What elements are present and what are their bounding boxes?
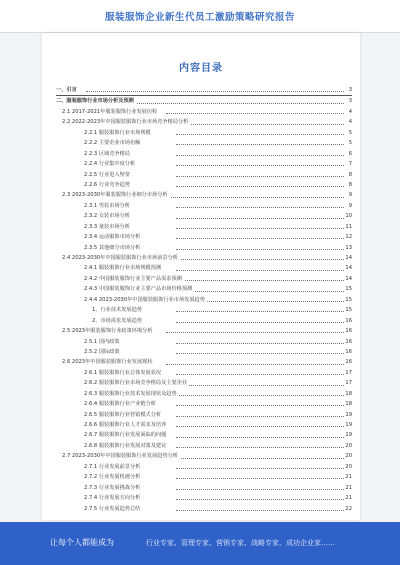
toc-leader-dots: [176, 207, 344, 208]
toc-entry[interactable]: [56, 149, 352, 159]
toc-leader-dots: [166, 458, 344, 459]
toc-entry-label: 2.6.1 服装服饰行业总体发展状况: [84, 368, 163, 378]
toc-leader-dots: [176, 270, 344, 271]
toc-entry-label: 2.6.6 服装服饰行业人才需求及培养: [84, 420, 168, 430]
toc-entry[interactable]: [56, 274, 352, 284]
toc-leader-dots: [86, 91, 344, 92]
toc-entry[interactable]: [56, 347, 352, 357]
toc-entry-label: 2.4.1 服装服饰行业市场规模预测: [84, 263, 163, 273]
toc-entry-page: 14: [344, 274, 352, 284]
toc-entry-page: 6: [344, 149, 352, 159]
toc-entry-page: 3: [344, 85, 352, 95]
toc-list: [56, 85, 352, 514]
toc-entry-label: 2.4 2023-2030年中国服装服饰行业市场前景分析: [62, 253, 180, 263]
toc-entry-page: 16: [344, 337, 352, 347]
toc-leader-dots: [176, 385, 344, 386]
toc-entry[interactable]: [56, 128, 352, 138]
toc-entry[interactable]: [56, 441, 352, 451]
toc-entry-page: 21: [344, 493, 352, 503]
toc-entry-label: 2.4.4 2023-2030年中国服装服饰行业市场发展趋势: [84, 295, 207, 305]
toc-entry[interactable]: [56, 190, 352, 200]
toc-entry[interactable]: [56, 263, 352, 273]
toc-entry-page: 20: [344, 462, 352, 472]
toc-entry-label: 2.3.3 童装市场分析: [84, 222, 132, 232]
toc-entry-label: 2.5 2023年服装服饰行业政策环境分析: [62, 326, 155, 336]
toc-leader-dots: [176, 343, 344, 344]
toc-entry[interactable]: [56, 211, 352, 221]
toc-entry-label: 2.5.2 国际政策: [84, 347, 122, 357]
toc-entry-label: 一、引言: [56, 85, 79, 95]
toc-entry-page: 16: [344, 347, 352, 357]
toc-entry-page: 3: [344, 96, 352, 106]
toc-leader-dots: [176, 405, 344, 406]
toc-entry[interactable]: [56, 451, 352, 461]
toc-leader-dots: [166, 113, 344, 114]
toc-entry-label: 2.2.5 行业进入壁垒: [84, 170, 132, 180]
toc-entry-page: 19: [344, 420, 352, 430]
footer-banner: [0, 522, 400, 565]
toc-leader-dots: [176, 395, 344, 396]
toc-entry-page: 8: [344, 180, 352, 190]
toc-leader-dots: [176, 144, 344, 145]
toc-entry-label: 2.6.8 服装服饰行业发展对策及建议: [84, 441, 168, 451]
toc-leader-dots: [166, 259, 344, 260]
toc-entry-page: 20: [344, 451, 352, 461]
toc-entry-page: 22: [344, 504, 352, 514]
toc-entry[interactable]: [56, 483, 352, 493]
toc-entry-page: 15: [344, 284, 352, 294]
toc-entry-page: 16: [344, 316, 352, 326]
toc-entry[interactable]: [56, 232, 352, 242]
toc-entry-label: 2.2 2022-2023年中国服装服饰行业市场竞争格局分析: [62, 117, 190, 127]
toc-entry-page: 19: [344, 410, 352, 420]
toc-leader-dots: [176, 499, 344, 500]
toc-entry[interactable]: [56, 399, 352, 409]
toc-entry-label: 2.6.7 服装服饰行业发展面临的问题: [84, 430, 168, 440]
toc-leader-dots: [166, 197, 344, 198]
toc-entry-page: 18: [344, 399, 352, 409]
toc-leader-dots: [176, 249, 344, 250]
toc-entry[interactable]: [56, 243, 352, 253]
toc-leader-dots: [176, 510, 344, 511]
toc-entry-page: 14: [344, 253, 352, 263]
toc-entry[interactable]: [56, 389, 352, 399]
toc-entry-page: 4: [344, 117, 352, 127]
toc-entry[interactable]: [56, 222, 352, 232]
toc-entry[interactable]: [56, 368, 352, 378]
toc-entry-page: 21: [344, 483, 352, 493]
toc-entry-label: 1、行业技术发展趋势: [92, 305, 144, 315]
toc-leader-dots: [176, 468, 344, 469]
toc-entry-label: 2.6.4 服装服饰行业产业链分析: [84, 399, 158, 409]
toc-entry-page: 19: [344, 430, 352, 440]
toc-entry-page: 21: [344, 472, 352, 482]
toc-entry-label: 2.7 2023-2030年中国服装服饰行业发展趋势分析: [62, 451, 180, 461]
toc-entry[interactable]: [56, 170, 352, 180]
toc-leader-dots: [176, 374, 344, 375]
toc-entry-label: 2.7.4 行业发展方向分析: [84, 493, 142, 503]
toc-entry-label: 2.7.1 行业发展前景分析: [84, 462, 142, 472]
toc-leader-dots: [176, 228, 344, 229]
toc-entry-label: 2.3.2 女装市场分析: [84, 211, 132, 221]
toc-entry-page: 15: [344, 305, 352, 315]
toc-entry[interactable]: [56, 462, 352, 472]
toc-leader-dots: [176, 218, 344, 219]
toc-title: 内容目录: [179, 63, 223, 74]
toc-leader-dots: [176, 478, 344, 479]
toc-leader-dots: [176, 426, 344, 427]
toc-entry-page: 12: [344, 232, 352, 242]
toc-entry-page: 17: [344, 368, 352, 378]
toc-entry-page: 20: [344, 441, 352, 451]
toc-leader-dots: [176, 489, 344, 490]
toc-leader-dots: [176, 447, 344, 448]
toc-leader-dots: [176, 437, 344, 438]
toc-entry-page: 18: [344, 389, 352, 399]
toc-leader-dots: [176, 165, 344, 166]
toc-entry[interactable]: [56, 410, 352, 420]
toc-entry-page: 14: [344, 263, 352, 273]
toc-entry[interactable]: [56, 295, 352, 305]
toc-entry[interactable]: [56, 316, 352, 326]
toc-leader-dots: [176, 186, 344, 187]
toc-entry-page: 13: [344, 243, 352, 253]
toc-entry[interactable]: [56, 493, 352, 503]
toc-entry-label: 2、市场需求发展趋势: [92, 316, 144, 326]
toc-entry[interactable]: [56, 337, 352, 347]
toc-entry[interactable]: [56, 472, 352, 482]
toc-entry-label: 2.2.2 主要企业市场份额: [84, 138, 142, 148]
report-title: 服装服饰企业新生代员工激励策略研究报告: [104, 12, 295, 23]
footer-tagline: 行业专家、管理专家、营销专家、战略专家、成功企业家……: [146, 539, 335, 547]
toc-entry[interactable]: [56, 420, 352, 430]
toc-entry[interactable]: [56, 284, 352, 294]
toc-entry-label: 二、服装服饰行业市场分析及预测: [56, 96, 136, 106]
toc-entry-page: 16: [344, 357, 352, 367]
toc-entry-label: 2.7.5 行业发展趋势总结: [84, 504, 142, 514]
toc-entry-page: 9: [344, 201, 352, 211]
toc-entry[interactable]: [56, 326, 352, 336]
toc-entry-page: 5: [344, 138, 352, 148]
toc-entry-label: 2.4.2 中国服装服饰行业主要产品需求预测: [84, 274, 184, 284]
toc-entry-label: 2.3.5 其他细分市场分析: [84, 243, 142, 253]
toc-entry-label: 2.1 2017-2021年服装服饰行业发展历程: [62, 107, 159, 117]
toc-entry[interactable]: [56, 85, 352, 96]
toc-entry-label: 2.6.3 服装服饰行业技术发展现状及趋势: [84, 389, 179, 399]
toc-entry-label: 2.6.5 服装服饰行业营销模式分析: [84, 410, 163, 420]
toc-entry-label: 2.3.1 男装市场分析: [84, 201, 132, 211]
toc-leader-dots: [166, 364, 344, 365]
toc-entry-page: 7: [344, 159, 352, 169]
toc-entry-page: 11: [344, 222, 352, 232]
toc-leader-dots: [176, 155, 344, 156]
toc-entry-page: 4: [344, 107, 352, 117]
toc-leader-dots: [166, 124, 344, 125]
toc-leader-dots: [176, 353, 344, 354]
toc-entry[interactable]: [56, 253, 352, 263]
toc-entry-label: 2.2.4 行业集中度分析: [84, 159, 137, 169]
toc-entry-label: 2.2.1 服装服饰行业市场规模: [84, 128, 153, 138]
toc-entry[interactable]: [56, 180, 352, 190]
toc-entry-page: 5: [344, 128, 352, 138]
toc-entry[interactable]: [56, 138, 352, 148]
toc-entry-label: 2.7.3 行业发展挑战分析: [84, 483, 142, 493]
toc-leader-dots: [176, 322, 344, 323]
toc-entry-page: 15: [344, 295, 352, 305]
toc-entry-page: 9: [344, 190, 352, 200]
toc-entry-label: 2.6 2023年中国服装服饰行业发展现状: [62, 357, 155, 367]
toc-page: [42, 33, 360, 520]
footer-slogan: 让每个人都能成为: [50, 538, 114, 547]
toc-leader-dots: [176, 311, 344, 312]
toc-entry-label: 2.6.2 服装服饰行业市场竞争格局及主要企业: [84, 378, 189, 388]
toc-leader-dots: [176, 134, 344, 135]
toc-entry-page: 8: [344, 170, 352, 180]
toc-entry[interactable]: [56, 504, 352, 514]
toc-entry-label: 2.3.4 运动服饰市场分析: [84, 232, 142, 242]
toc-entry-label: 2.4.3 中国服装服饰行业主要产品市场价格预测: [84, 284, 194, 294]
toc-entry[interactable]: [56, 305, 352, 315]
report-header: [0, 0, 400, 33]
toc-entry-label: 2.2.6 行业竞争趋势: [84, 180, 132, 190]
toc-leader-dots: [166, 332, 344, 333]
toc-entry-page: 17: [344, 378, 352, 388]
toc-entry[interactable]: [56, 107, 352, 117]
toc-entry[interactable]: [56, 357, 352, 367]
toc-leader-dots: [176, 280, 344, 281]
toc-leader-dots: [176, 238, 344, 239]
toc-entry-label: 2.2.3 区域竞争格局: [84, 149, 132, 159]
toc-entry[interactable]: [56, 430, 352, 440]
toc-leader-dots: [176, 416, 344, 417]
toc-entry[interactable]: [56, 378, 352, 388]
toc-entry[interactable]: [56, 201, 352, 211]
toc-entry-label: 2.5.1 国内政策: [84, 337, 122, 347]
toc-entry-label: 2.3 2023-2030年服装服饰行业细分市场分析: [62, 190, 170, 200]
toc-entry-page: 16: [344, 326, 352, 336]
toc-leader-dots: [176, 291, 344, 292]
toc-leader-dots: [176, 176, 344, 177]
toc-entry[interactable]: [56, 117, 352, 127]
toc-entry[interactable]: [56, 159, 352, 169]
toc-entry[interactable]: [56, 96, 352, 106]
toc-entry-label: 2.7.2 行业发展机遇分析: [84, 472, 142, 482]
toc-entry-page: 10: [344, 211, 352, 221]
